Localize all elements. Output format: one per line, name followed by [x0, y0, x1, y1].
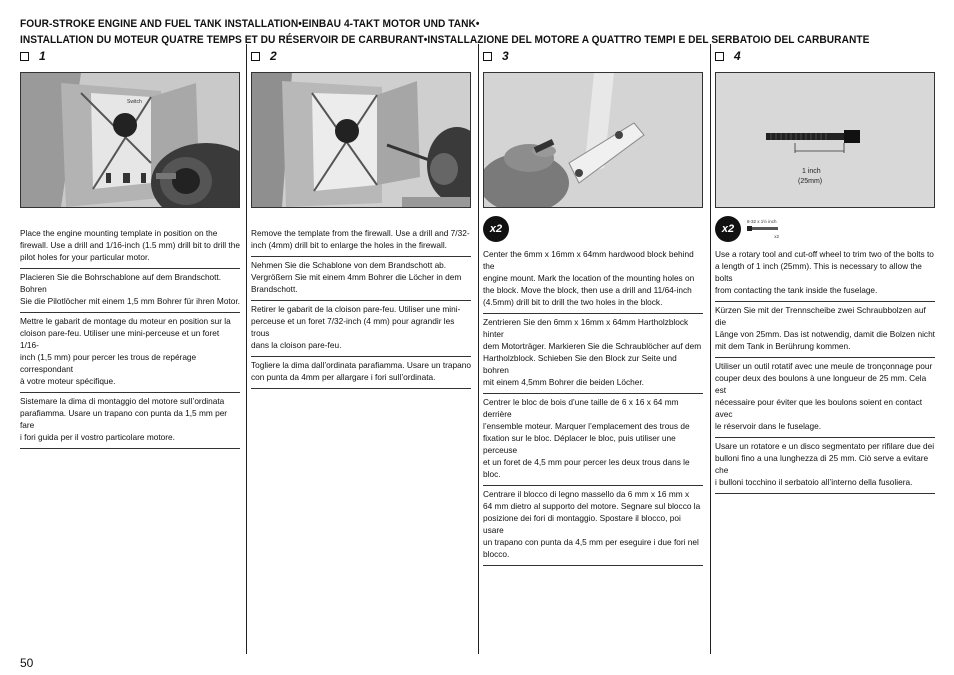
paragraph-line: mit dem Tank in Berührung kommen.: [715, 341, 851, 351]
instruction-paragraph: [20, 393, 240, 449]
step-2-paragraphs: [251, 225, 471, 389]
instruction-paragraph: [483, 314, 703, 394]
paragraph-line: inch (1,5 mm) pour percer les trous de repérage correspondant: [20, 352, 197, 374]
paragraph-line: nécessaire pour éviter que les boulons soient en contact avec: [715, 397, 923, 419]
column-divider: [710, 44, 711, 654]
paragraph-line: Sistemare la dima di montaggio del motore sull’ordinata: [20, 396, 225, 406]
step-4: [715, 48, 935, 494]
paragraph-line: couper deux des boulons à une longueur de 25 mm. Cela est: [715, 373, 927, 395]
bolt-qty-text: x2: [774, 233, 779, 239]
step-heading: [483, 48, 703, 64]
paragraph-line: a length of 1 inch (25mm). This is necessary to allow the bolts: [715, 261, 922, 283]
paragraph-line: et un foret de 4,5 mm pour percer les deux trous dans le bloc.: [483, 457, 690, 479]
instruction-paragraph: [483, 394, 703, 486]
checkbox-icon[interactable]: [20, 52, 29, 61]
step-heading: [20, 48, 240, 64]
paragraph-line: 64 mm dietro al supporto del motore. Segnare sul blocco la: [483, 501, 701, 511]
paragraph-line: Utiliser un outil rotatif avec une meule de tronçonnage pour: [715, 361, 933, 371]
step-number: 1: [39, 49, 46, 63]
paragraph-line: Brandschott.: [251, 284, 298, 294]
measure-label-2: (25mm): [798, 178, 823, 185]
photo-label: Switch: [127, 99, 142, 105]
header-line-2: INSTALLATION DU MOTEUR QUATRE TEMPS ET DU RÉSERVOIR DE CARBURANT•INSTALLAZIONE DEL MOTORE A QUATTRO TEMPI E DEL SERBATOIO DEL CARBURANTE: [20, 34, 870, 46]
paragraph-line: Center the 6mm x 16mm x 64mm hardwood block behind the: [483, 249, 694, 271]
instruction-paragraph: [20, 313, 240, 393]
paragraph-line: l’ensemble moteur. Marquer l’emplacement des trous de: [483, 421, 690, 431]
paragraph-line: Zentrieren Sie den 6mm x 16mm x 64mm Hartholzblock hinter: [483, 317, 689, 339]
quantity-badge: [715, 216, 935, 242]
paragraph-line: engine mount. Mark the location of the mounting holes on: [483, 273, 695, 283]
paragraph-line: cloison pare-feu. Utiliser une mini-perceuse et un foret 1/16-: [20, 328, 220, 350]
paragraph-line: à votre moteur spécifique.: [20, 376, 116, 386]
step-4-photo: [715, 72, 935, 208]
paragraph-line: Use a rotary tool and cut-off wheel to trim two of the bolts to: [715, 249, 934, 259]
paragraph-line: Togliere la dima dall’ordinata parafiamma. Usare un trapano: [251, 360, 471, 370]
page-number: 50: [20, 656, 34, 670]
step-2-photo: [251, 72, 471, 208]
step-3-photo: [483, 72, 703, 208]
column-divider: [478, 44, 479, 654]
step-1: [20, 48, 240, 449]
paragraph-line: Retirer le gabarit de la cloison pare-feu. Utiliser une mini-: [251, 304, 461, 314]
paragraph-line: posizione dei fori di montaggio. Spostare il blocco, poi usare: [483, 513, 681, 535]
paragraph-line: dans la cloison pare-feu.: [251, 340, 342, 350]
paragraph-line: un trapano con punta da 4,5 mm per eseguire i due fori nel: [483, 537, 699, 547]
paragraph-line: from contacting the tank inside the fuselage.: [715, 285, 878, 295]
paragraph-line: (4.5mm) drill bit to drill the two holes in the block.: [483, 297, 663, 307]
paragraph-line: dem Motorträger. Markieren Sie die Schraublöcher auf dem: [483, 341, 702, 351]
paragraph-line: firewall. Use a drill and 1/16-inch (1.5 mm) drill bit to drill the: [20, 240, 240, 250]
paragraph-line: Centrare il blocco di legno massello da 6 mm x 16 mm x: [483, 489, 690, 499]
instruction-paragraph: [715, 302, 935, 358]
paragraph-line: Centrer le bloc de bois d’une taille de 6 x 16 x 64 mm derrière: [483, 397, 679, 419]
paragraph-line: pilot holes for your particular motor.: [20, 252, 150, 262]
quantity-x2-icon: x2: [715, 216, 741, 242]
instruction-paragraph: [483, 246, 703, 314]
quantity-badge: [483, 216, 703, 242]
paragraph-line: Remove the template from the firewall. Use a drill and 7/32-: [251, 228, 470, 238]
instruction-paragraph: [483, 486, 703, 566]
header-line-1: FOUR-STROKE ENGINE AND FUEL TANK INSTALLATION•EINBAU 4-TAKT MOTOR UND TANK•: [20, 18, 480, 30]
instruction-paragraph: [715, 246, 935, 302]
paragraph-line: blocco.: [483, 549, 510, 559]
paragraph-line: inch (4mm) drill bit to enlarge the holes in the firewall.: [251, 240, 447, 250]
step-3: [483, 48, 703, 566]
step-2: [251, 48, 471, 389]
quantity-x2-icon: x2: [483, 216, 509, 242]
step-3-paragraphs: [483, 246, 703, 566]
checkbox-icon[interactable]: [251, 52, 260, 61]
paragraph-line: Mettre le gabarit de montage du moteur en position sur la: [20, 316, 231, 326]
paragraph-line: bulloni fino a una lunghezza di 25 mm. Ciò serve a evitare che: [715, 453, 929, 475]
paragraph-line: perceuse et un foret 7/32-inch (4 mm) pour agrandir les trous: [251, 316, 455, 338]
paragraph-line: con punta da 4mm per allargare i fori sull’ordinata.: [251, 372, 436, 382]
instruction-paragraph: [20, 269, 240, 313]
instruction-paragraph: [715, 358, 935, 438]
page-header: [20, 16, 870, 48]
instruction-paragraph: [20, 225, 240, 269]
step-heading: [251, 48, 471, 64]
measure-label-1: 1 inch: [802, 168, 821, 175]
instruction-paragraph: [251, 301, 471, 357]
instruction-paragraph: [715, 438, 935, 494]
paragraph-line: le réservoir dans le fuselage.: [715, 421, 822, 431]
checkbox-icon[interactable]: [483, 52, 492, 61]
paragraph-line: Vergrößern Sie mit einem 4mm Bohrer die Löcher in dem: [251, 272, 462, 282]
paragraph-line: Usare un rotatore e un disco segmentato per rifilare due dei: [715, 441, 935, 451]
paragraph-line: Placieren Sie die Bohrschablone auf dem Brandschott. Bohren: [20, 272, 222, 294]
step-number: 3: [502, 49, 509, 63]
paragraph-line: i bulloni tocchino il serbatoio all’interno della fusoliera.: [715, 477, 913, 487]
paragraph-line: fixation sur le bloc. Déplacer le bloc, puis utiliser une perceuse: [483, 433, 676, 455]
paragraph-line: Hartholzblock. Schieben Sie den Block zur Seite und bohren: [483, 353, 677, 375]
bolt-icon: [747, 225, 779, 232]
bolt-size-text: 8-32 x 1½ inch: [747, 218, 777, 224]
paragraph-line: Kürzen Sie mit der Trennscheibe zwei Schraubbolzen auf die: [715, 305, 926, 327]
step-4-paragraphs: [715, 246, 935, 494]
paragraph-line: i fori guida per il vostro particolare motore.: [20, 432, 175, 442]
step-1-paragraphs: [20, 225, 240, 449]
step-1-photo: [20, 72, 240, 208]
paragraph-line: mit einem 4,5mm Bohrer die beiden Löcher.: [483, 377, 644, 387]
paragraph-line: Länge von 25mm. Das ist notwendig, damit die Bolzen nicht: [715, 329, 935, 339]
paragraph-line: the block. Move the block, then use a drill and 11/64-inch: [483, 285, 692, 295]
paragraph-line: Nehmen Sie die Schablone von dem Brandschott ab.: [251, 260, 447, 270]
column-divider: [246, 44, 247, 654]
bolt-caption: [747, 219, 779, 240]
paragraph-line: parafiamma. Usare un trapano con punta da 1,5 mm per fare: [20, 408, 228, 430]
step-heading: [715, 48, 935, 64]
checkbox-icon[interactable]: [715, 52, 724, 61]
instruction-paragraph: [251, 225, 471, 257]
paragraph-line: Place the engine mounting template in position on the: [20, 228, 218, 238]
step-number: 2: [270, 49, 277, 63]
instruction-paragraph: [251, 357, 471, 389]
paragraph-line: Sie die Pilotlöcher mit einem 1,5 mm Bohrer für ihren Motor.: [20, 296, 240, 306]
step-number: 4: [734, 49, 741, 63]
instruction-paragraph: [251, 257, 471, 301]
